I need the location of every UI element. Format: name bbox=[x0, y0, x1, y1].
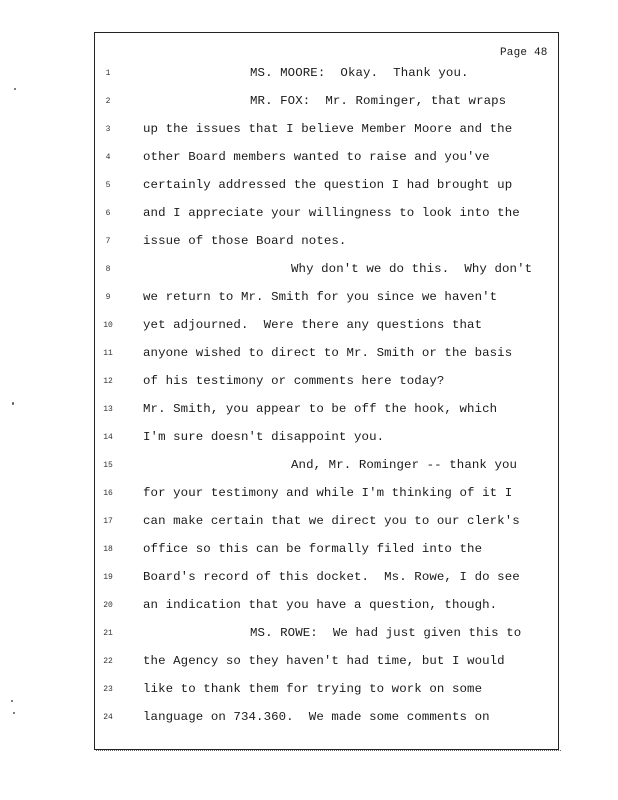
line-number: 10 bbox=[103, 321, 113, 330]
transcript-line: MR. FOX: Mr. Rominger, that wraps bbox=[250, 94, 507, 108]
line-number: 5 bbox=[105, 181, 111, 190]
transcript-line: anyone wished to direct to Mr. Smith or the basis bbox=[143, 346, 513, 360]
line-number: 16 bbox=[103, 489, 113, 498]
line-number: 18 bbox=[103, 545, 113, 554]
transcript-line: of his testimony or comments here today? bbox=[143, 374, 445, 388]
transcript-line: up the issues that I believe Member Moore and the bbox=[143, 122, 513, 136]
transcript-line: Mr. Smith, you appear to be off the hook, which bbox=[143, 402, 498, 416]
scan-speck bbox=[14, 88, 16, 90]
transcript-line: MS. ROWE: We had just given this to bbox=[250, 626, 522, 640]
transcript-line: other Board members wanted to raise and you've bbox=[143, 150, 490, 164]
transcript-line: yet adjourned. Were there any questions that bbox=[143, 318, 483, 332]
transcript-page-frame bbox=[94, 32, 559, 750]
transcript-line: can make certain that we direct you to our clerk's bbox=[143, 514, 520, 528]
line-number: 9 bbox=[105, 293, 111, 302]
transcript-line: an indication that you have a question, though. bbox=[143, 598, 498, 612]
transcript-line: for your testimony and while I'm thinking of it I bbox=[143, 486, 513, 500]
line-number: 12 bbox=[103, 377, 113, 386]
line-number: 19 bbox=[103, 573, 113, 582]
transcript-line: issue of those Board notes. bbox=[143, 234, 347, 248]
transcript-line: language on 734.360. We made some comments on bbox=[143, 710, 490, 724]
line-number: 2 bbox=[105, 97, 111, 106]
transcript-line: MS. MOORE: Okay. Thank you. bbox=[250, 66, 469, 80]
line-number: 7 bbox=[105, 237, 111, 246]
line-number: 20 bbox=[103, 601, 113, 610]
transcript-line: certainly addressed the question I had brought up bbox=[143, 178, 513, 192]
transcript-line: Why don't we do this. Why don't bbox=[291, 262, 533, 276]
line-number: 22 bbox=[103, 657, 113, 666]
line-number: 14 bbox=[103, 433, 113, 442]
line-number: 8 bbox=[105, 265, 111, 274]
transcript-line: And, Mr. Rominger -- thank you bbox=[291, 458, 518, 472]
line-number: 21 bbox=[103, 629, 113, 638]
transcript-line: I'm sure doesn't disappoint you. bbox=[143, 430, 385, 444]
line-number: 11 bbox=[103, 349, 113, 358]
page-bottom-edge bbox=[96, 748, 561, 751]
page-number: Page 48 bbox=[500, 47, 548, 59]
transcript-line: like to thank them for trying to work on some bbox=[143, 682, 483, 696]
line-number: 3 bbox=[105, 125, 111, 134]
line-number: 23 bbox=[103, 685, 113, 694]
transcript-line: office so this can be formally filed into the bbox=[143, 542, 483, 556]
scan-speck bbox=[12, 402, 14, 405]
transcript-line: Board's record of this docket. Ms. Rowe, I do see bbox=[143, 570, 520, 584]
scan-speck bbox=[13, 712, 15, 714]
transcript-line: the Agency so they haven't had time, but I would bbox=[143, 654, 505, 668]
line-number: 4 bbox=[105, 153, 111, 162]
line-number: 6 bbox=[105, 209, 111, 218]
line-number: 15 bbox=[103, 461, 113, 470]
line-number: 1 bbox=[105, 69, 111, 78]
line-number: 17 bbox=[103, 517, 113, 526]
line-number: 13 bbox=[103, 405, 113, 414]
transcript-line: we return to Mr. Smith for you since we haven't bbox=[143, 290, 498, 304]
line-number: 24 bbox=[103, 713, 113, 722]
transcript-line: and I appreciate your willingness to look into the bbox=[143, 206, 520, 220]
scan-speck bbox=[11, 700, 13, 702]
